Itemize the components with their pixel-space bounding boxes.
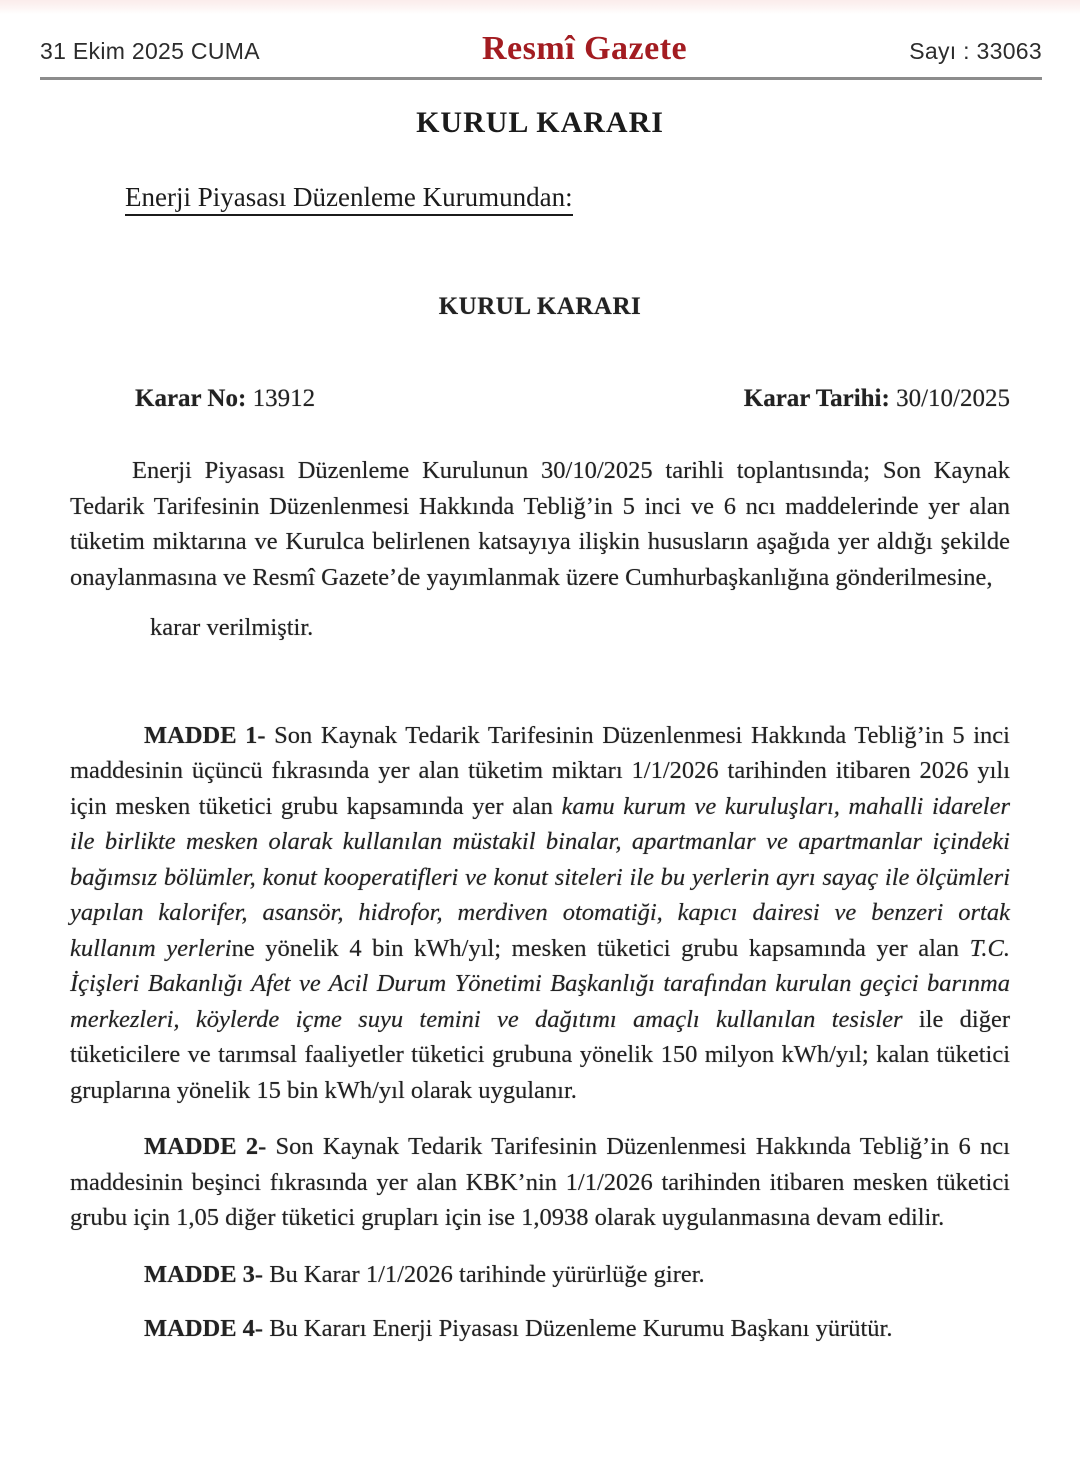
article-madde-4: [70, 1311, 1010, 1347]
intro-paragraph: Enerji Piyasası Düzenleme Kurulunun 30/10/2025 tarihli toplantısında; Son Kaynak Tedarik Tarifesinin Düzenlenmesi Hakkında Tebliğ’in 5 inci ve 6 ncı maddelerinde yer alan tüketim miktarına ve Kurulca belirlenen katsayıya ilişkin hususların aşağıda yer aldığı şekilde onaylanmasına ve Resmî Gazete’de yayımlanmak üzere Cumhurbaşkanlığına gönderilmesine,: [70, 457, 1010, 591]
decision-number-label: Karar No:: [135, 385, 247, 412]
top-band-decoration: [0, 0, 1080, 14]
article-text: Son Kaynak Tedarik Tarifesinin Düzenlenmesi Hakkında Tebliğ’in 6 ncı maddesinin beşinci fıkrasında yer alan KBK’nin 1/1/2026 tarihinden itibaren mesken tüketici grubu için 1,05 diğer tüketici grupları için ise 1,0938 olarak uygulanmasına devam edilir.: [70, 1133, 1010, 1231]
article-text: ne yönelik 4 bin kWh/yıl; mesken tüketici grubu kapsamında yer alan: [231, 934, 970, 962]
article-italic-text: kamu kurum ve kuruluşları, mahalli idareler ile birlikte mesken olarak kullanılan müstakil binalar, apartmanlar ve apartmanlar içindeki bağımsız bölümler, konut kooperatifleri ve konut siteleri ile bu yerlerin ayrı sayaç ile ölçümleri yapılan kalorifer, asansör, hidrofor, merdiven otomatiği, kapıcı dairesi ve benzeri ortak kullanım yerleri: [70, 792, 1010, 962]
decision-date-label: Karar Tarihi:: [743, 385, 890, 412]
header-rule: [40, 77, 1042, 80]
decision-number-value: 13912: [252, 385, 316, 412]
article-text: ile diğer tüketicilere ve tarımsal faaliyetler tüketici grubuna yönelik 150 milyon kWh/yıl; kalan tüketici gruplarına yönelik 15 bin kWh/yıl olarak uygulanır.: [70, 1005, 1010, 1104]
gazette-date: 31 Ekim 2025 CUMA: [40, 38, 260, 64]
article-label: MADDE 4-: [144, 1315, 270, 1342]
article-italic-text: T.C. İçişleri Bakanlığı Afet ve Acil Durum Yönetimi Başkanlığı tarafından kurulan geçici barınma merkezleri, köylerde içme suyu temini ve dağıtımı amaçlı kullanılan tesisler: [70, 934, 1011, 1033]
article-label: MADDE 1-: [144, 721, 275, 749]
masthead: [0, 14, 1080, 68]
issuing-authority-text: Enerji Piyasası Düzenleme Kurumundan:: [125, 182, 573, 216]
decision-date: [744, 385, 1010, 413]
article-madde-2: [70, 1129, 1010, 1236]
decree-heading: KURUL KARARI: [416, 106, 664, 139]
decision-date-value: 30/10/2025: [896, 385, 1010, 412]
scanned-decree-body: [0, 293, 1080, 1347]
decision-line: karar verilmiştir.: [150, 614, 314, 641]
article-madde-1: [70, 718, 1010, 1109]
article-text: Son Kaynak Tedarik Tarifesinin Düzenlenmesi Hakkında Tebliğ’in 5 inci maddesinin üçüncü fıkrasında yer alan tüketim miktarı 1/1/2026 tarihinden itibaren 2026 yılı için mesken tüketici grubu kapsamında yer alan: [70, 721, 1010, 820]
article-label: MADDE 2-: [144, 1133, 276, 1160]
decree-subheading: KURUL KARARI: [438, 293, 642, 320]
issuing-authority: [125, 182, 1080, 213]
gazette-title: Resmî Gazete: [481, 30, 688, 67]
gazette-issue-number: Sayı : 33063: [909, 38, 1042, 64]
article-text: Bu Kararı Enerji Piyasası Düzenleme Kurumu Başkanı yürütür.: [269, 1315, 893, 1342]
decision-meta-row: [70, 385, 1010, 413]
decision-number: [70, 385, 315, 413]
article-label: MADDE 3-: [144, 1260, 270, 1288]
article-text: Bu Karar 1/1/2026 tarihinde yürürlüğe girer.: [269, 1260, 705, 1288]
article-madde-3: [70, 1257, 1010, 1293]
